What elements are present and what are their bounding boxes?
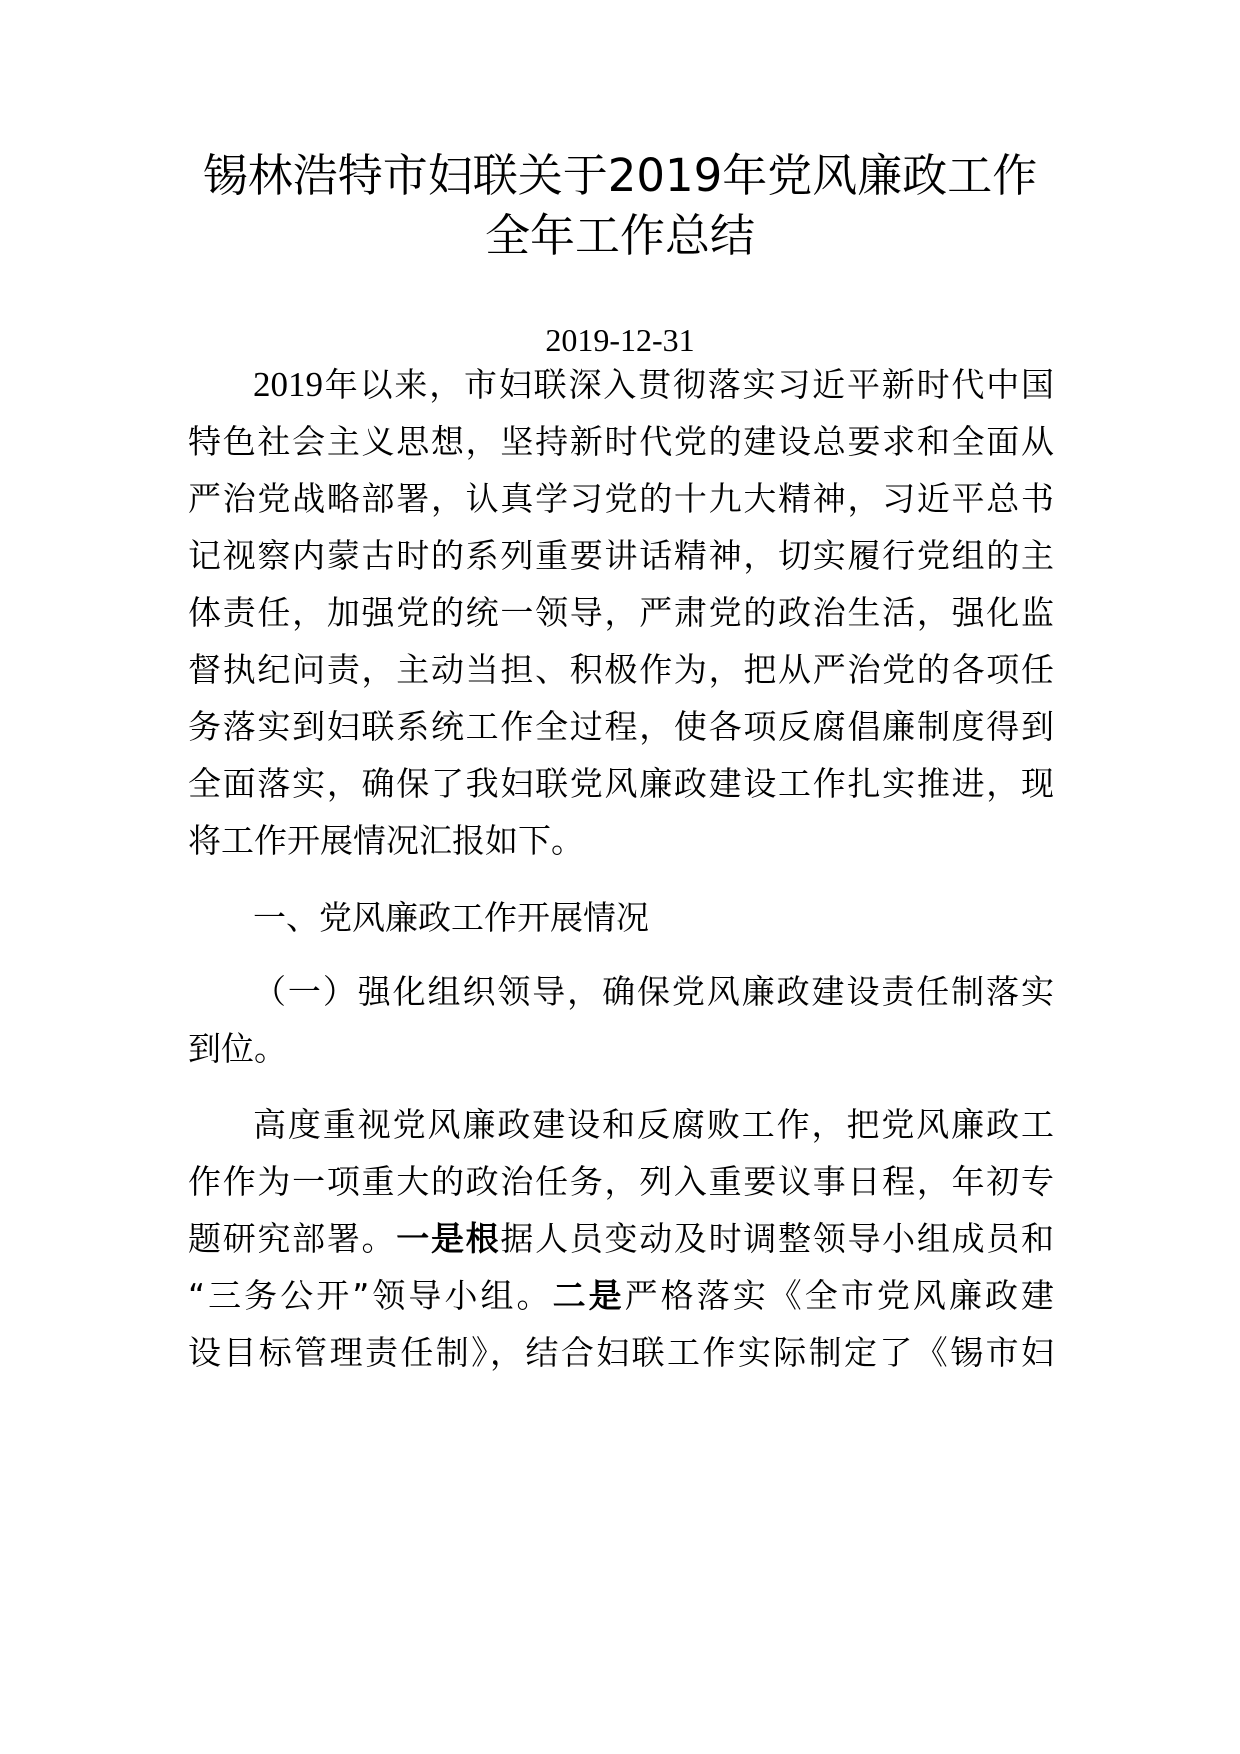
para2-line-3-pre: 题研究部署。 <box>188 1219 397 1258</box>
para2-line-4-post: 严格落实《全市党风廉政建 <box>624 1276 1055 1315</box>
para2-line-2: 作作为一项重大的政治任务，列入重要议事日程，年初专 <box>188 1162 1054 1201</box>
intro-line-1 <box>253 363 1054 407</box>
subsection-heading-1-line-2: 到位。 <box>188 1029 287 1068</box>
intro-line-9: 将工作开展情况汇报如下。 <box>188 821 584 860</box>
para2-line-4 <box>188 1274 1054 1318</box>
intro-line-1-text: 年以来，市妇联深入贯彻落实习近平新时代中国 <box>323 365 1054 404</box>
document-title-line-1: 锡林浩特市妇联关于2019年党风廉政工作 <box>202 149 1038 202</box>
intro-year: 2019 <box>253 365 323 404</box>
para2-emphasis-second: 二是 <box>552 1276 625 1315</box>
intro-line-2: 特色社会主义思想，坚持新时代党的建设总要求和全面从 <box>188 422 1054 461</box>
intro-line-7: 务落实到妇联系统工作全过程，使各项反腐倡廉制度得到 <box>188 707 1054 746</box>
intro-line-8: 全面落实，确保了我妇联党风廉政建设工作扎实推进，现 <box>188 764 1054 803</box>
para2-line-5: 设目标管理责任制》，结合妇联工作实际制定了《锡市妇 <box>188 1333 1054 1372</box>
para2-line-1: 高度重视党风廉政建设和反腐败工作，把党风廉政工 <box>253 1105 1054 1144</box>
intro-line-5: 体责任，加强党的统一领导，严肃党的政治生活，强化监 <box>188 593 1054 632</box>
document-title-line-2: 全年工作总结 <box>484 209 755 262</box>
subsection-heading-1-line-1: （一）强化组织领导，确保党风廉政建设责任制落实 <box>253 972 1054 1011</box>
para2-line-3 <box>188 1217 1054 1261</box>
intro-line-6: 督执纪问责，主动当担、积极作为，把从严治党的各项任 <box>188 650 1054 689</box>
section-heading-1: 一、党风廉政工作开展情况 <box>253 898 649 937</box>
document-date: 2019-12-31 <box>545 322 695 358</box>
para2-emphasis-first: 一是根 <box>396 1219 501 1258</box>
intro-line-3: 严治党战略部署，认真学习党的十九大精神，习近平总书 <box>188 479 1054 518</box>
para2-line-3-post: 据人员变动及时调整领导小组成员和 <box>500 1219 1055 1258</box>
intro-line-4: 记视察内蒙古时的系列重要讲话精神，切实履行党组的主 <box>188 536 1054 575</box>
para2-line-4-pre: “三务公开”领导小组。 <box>188 1276 553 1315</box>
